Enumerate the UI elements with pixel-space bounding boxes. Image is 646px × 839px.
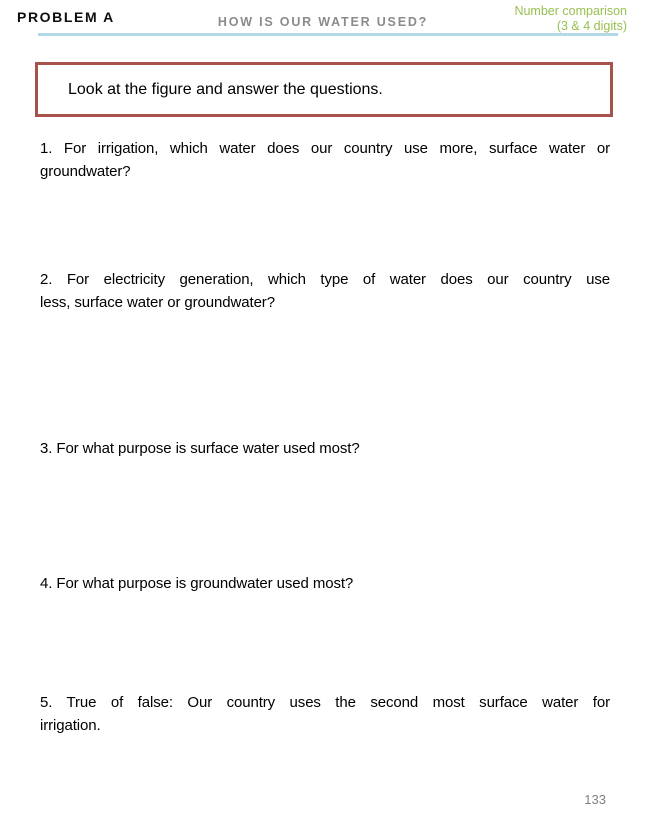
question-1-line-2: groundwater? [40, 163, 131, 180]
question-4 [40, 572, 610, 595]
question-3 [40, 437, 610, 460]
question-1-line-1: 1. For irrigation, which water does our country use more, surface water or [40, 140, 610, 157]
header-divider-line [38, 33, 618, 36]
question-5-line-1: 5. True of false: Our country uses the second most surface water for [40, 694, 610, 711]
page-title: HOW IS OUR WATER USED? [217, 15, 429, 29]
question-1 [40, 137, 610, 183]
question-2-line-1: 2. For electricity generation, which type of water does our country use [40, 271, 610, 288]
question-4-line-1: 4. For what purpose is groundwater used most? [40, 575, 354, 592]
question-5-line-2: irrigation. [40, 717, 101, 734]
topic-line-1: Number comparison [514, 4, 627, 18]
question-2 [40, 268, 610, 314]
question-3-line-1: 3. For what purpose is surface water used most? [40, 440, 360, 457]
topic-tag [514, 4, 627, 34]
instruction-text: Look at the figure and answer the questions. [68, 80, 383, 98]
question-2-line-2: less, surface water or groundwater? [40, 294, 275, 311]
topic-line-2: (3 & 4 digits) [556, 19, 627, 33]
problem-label: PROBLEM A [17, 9, 115, 25]
instruction-box [35, 62, 613, 117]
question-5 [40, 691, 610, 737]
page-number: 133 [584, 792, 606, 807]
